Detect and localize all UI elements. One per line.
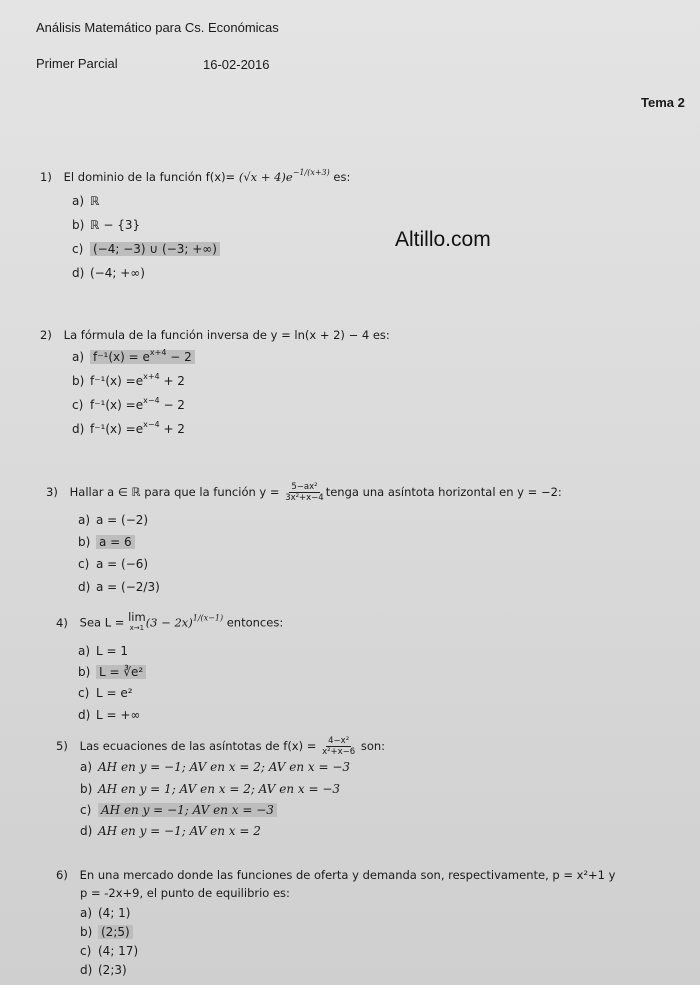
question-fraction: [285, 482, 324, 503]
question-3: [46, 482, 562, 503]
watermark: Altillo.com: [395, 228, 491, 251]
option-letter: a): [72, 350, 85, 364]
option-letter: b): [80, 925, 93, 939]
question-number: 2): [40, 328, 52, 342]
option-text-end: − 2: [159, 398, 185, 412]
option-6d[interactable]: [80, 963, 127, 977]
question-number: 5): [56, 739, 68, 753]
option-text: AH en y = 1; AV en x = 2; AV en x = −3: [98, 782, 341, 796]
question-text: Sea L =: [79, 615, 129, 630]
option-exponent: x−4: [143, 420, 160, 429]
option-letter: d): [78, 708, 91, 722]
option-3b[interactable]: [78, 535, 135, 549]
option-4d[interactable]: [78, 708, 140, 722]
limit-label: lim: [128, 610, 146, 624]
option-3c[interactable]: [78, 557, 148, 571]
option-letter: a): [72, 194, 85, 208]
option-text-highlighted: L = ∛e²: [96, 665, 146, 679]
option-letter: c): [72, 242, 84, 256]
option-text: L = 1: [96, 644, 129, 658]
option-text-highlighted: (−4; −3) ∪ (−3; +∞): [90, 242, 220, 256]
exam-date: 16-02-2016: [203, 57, 270, 72]
option-letter: c): [72, 398, 84, 412]
option-text: AH en y = −1; AV en x = 2: [98, 824, 261, 838]
math-exponent: −1/(x+3): [292, 168, 330, 177]
option-text: (2;3): [98, 963, 127, 977]
option-text: a = (−2): [96, 513, 149, 527]
option-text: ℝ − {3}: [90, 218, 141, 232]
option-text-highlighted: AH en y = −1; AV en x = −3: [98, 803, 277, 817]
tema-label: Tema 2: [641, 95, 685, 110]
fraction-denominator: x²+x−6: [322, 747, 356, 757]
option-letter: b): [78, 665, 91, 679]
fraction-denominator: 3x²+x−4: [285, 493, 324, 503]
option-exponent: x+4: [149, 348, 167, 357]
option-letter: d): [80, 824, 93, 838]
option-letter: b): [72, 218, 85, 232]
option-letter: b): [80, 782, 93, 796]
option-2c[interactable]: [72, 398, 185, 412]
option-1c[interactable]: [72, 242, 220, 256]
option-4a[interactable]: [78, 644, 128, 658]
limit-subscript: x→1: [129, 624, 145, 632]
option-5c[interactable]: [80, 803, 277, 817]
option-text: AH en y = −1; AV en x = 2; AV en x = −3: [98, 760, 351, 774]
option-letter: a): [80, 906, 93, 920]
option-letter: d): [80, 963, 93, 977]
option-6b[interactable]: [80, 925, 133, 939]
option-letter: a): [80, 760, 93, 774]
option-5a[interactable]: [80, 760, 350, 774]
math-expression: (√x + 4)e: [238, 170, 293, 184]
option-text-end: + 2: [159, 374, 185, 388]
option-1a[interactable]: [72, 194, 100, 208]
question-text-end: entonces:: [223, 615, 284, 630]
question-number: 6): [56, 868, 68, 882]
limit-operator: [128, 612, 146, 634]
option-5b[interactable]: [80, 782, 340, 796]
question-2: [40, 328, 390, 342]
question-text: Las ecuaciones de las asíntotas de f(x) =: [79, 739, 321, 753]
math-exponent: 1/(x−1): [192, 613, 224, 623]
question-text-end: tenga una asíntota horizontal en y = −2:: [325, 485, 562, 499]
fraction-numerator: 4−x²: [328, 736, 350, 746]
option-text: a = (−2/3): [96, 580, 160, 594]
option-exponent: x+4: [143, 372, 160, 381]
option-letter: a): [78, 644, 91, 658]
course-title: Análisis Matemático para Cs. Económicas: [36, 20, 279, 35]
question-4: [56, 612, 283, 634]
option-text: L = +∞: [96, 708, 141, 722]
question-number: 1): [40, 170, 52, 184]
option-text: ℝ: [90, 194, 100, 208]
question-text-line-1: En una mercado donde las funciones de oferta y demanda son, respectivamente, p = x²+1 y: [79, 868, 616, 882]
option-text-highlighted: a = 6: [96, 535, 135, 549]
question-number: 4): [56, 615, 68, 630]
option-4b[interactable]: [78, 665, 146, 679]
option-2d[interactable]: [72, 422, 185, 436]
exam-name: Primer Parcial: [36, 56, 118, 71]
option-letter: d): [78, 580, 91, 594]
option-2a[interactable]: [72, 350, 195, 364]
option-1b[interactable]: [72, 218, 140, 232]
option-5d[interactable]: [80, 824, 261, 838]
question-text: El dominio de la función f(x)=: [63, 170, 239, 184]
option-letter: b): [78, 535, 91, 549]
option-text-end: + 2: [159, 422, 185, 436]
option-text: (−4; +∞): [90, 266, 145, 280]
option-text: f⁻¹(x) =e: [90, 398, 144, 412]
option-text-highlighted: (2;5): [98, 925, 133, 939]
question-text-end: son:: [357, 739, 386, 753]
option-3d[interactable]: [78, 580, 160, 594]
option-6c[interactable]: [80, 944, 138, 958]
question-text: La fórmula de la función inversa de y = ln(x + 2) − 4 es:: [63, 328, 390, 342]
question-fraction: [322, 736, 355, 757]
option-letter: d): [72, 266, 85, 280]
option-letter: b): [72, 374, 85, 388]
option-letter: c): [80, 944, 92, 958]
question-6: [56, 868, 615, 882]
question-1: [40, 170, 350, 184]
option-3a[interactable]: [78, 513, 148, 527]
option-letter: a): [78, 513, 91, 527]
math-expression: (3 − 2x): [145, 615, 193, 630]
question-number: 3): [46, 485, 58, 499]
question-text: Hallar a ∈ ℝ para que la función y =: [69, 485, 284, 499]
option-letter: c): [78, 686, 90, 700]
option-text-end: − 2: [166, 350, 192, 364]
option-6a[interactable]: [80, 906, 131, 920]
option-4c[interactable]: [78, 686, 133, 700]
option-1d[interactable]: [72, 266, 145, 280]
option-text: a = (−6): [96, 557, 149, 571]
question-6-line-2: p = -2x+9, el punto de equilibrio es:: [80, 886, 290, 900]
option-letter: d): [72, 422, 85, 436]
question-text-end: es:: [329, 170, 351, 184]
option-text: (4; 17): [98, 944, 139, 958]
option-letter: c): [78, 557, 90, 571]
option-text: f⁻¹(x) = e: [93, 350, 150, 364]
option-exponent: x−4: [143, 396, 160, 405]
option-2b[interactable]: [72, 374, 185, 388]
option-letter: c): [80, 803, 92, 817]
option-text: L = e²: [96, 686, 133, 700]
option-text: f⁻¹(x) =e: [90, 422, 144, 436]
option-text: (4; 1): [98, 906, 131, 920]
fraction-numerator: 5−ax²: [291, 482, 318, 492]
option-text: f⁻¹(x) =e: [90, 374, 144, 388]
question-5: [56, 736, 385, 757]
